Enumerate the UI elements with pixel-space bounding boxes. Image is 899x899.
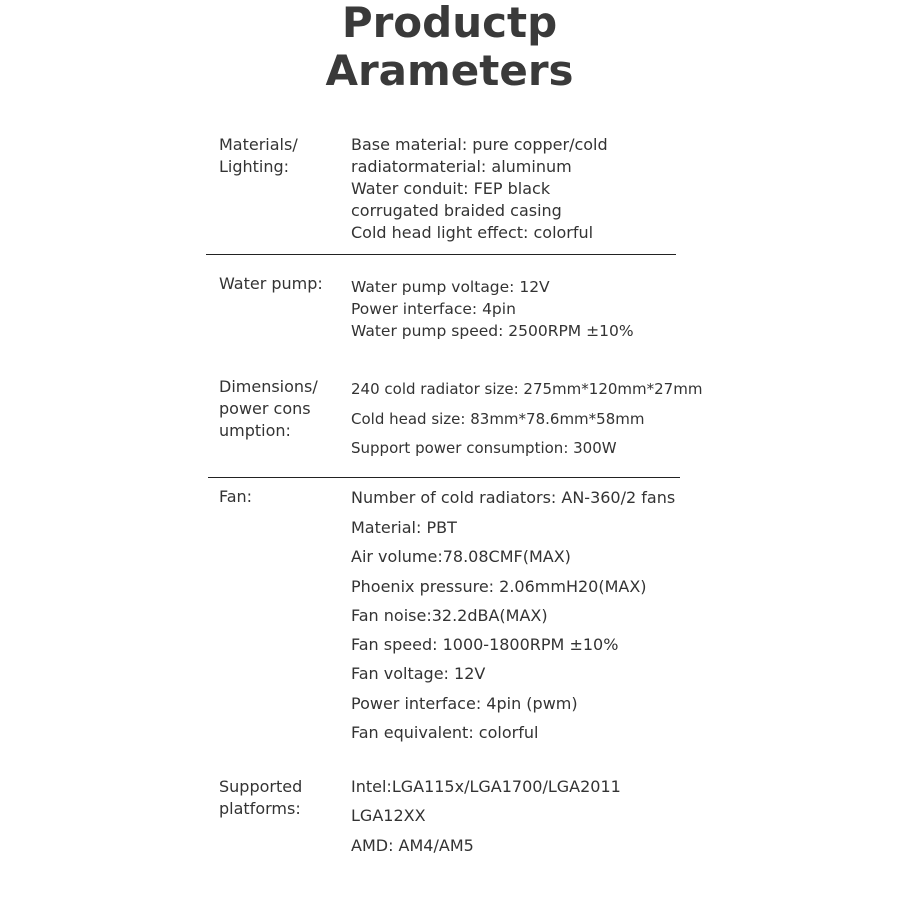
spec-line: Power interface: 4pin (pwm)	[351, 694, 578, 713]
spec-line: Fan speed: 1000-1800RPM ±10%	[351, 635, 619, 654]
section-divider	[206, 254, 676, 255]
water-pump-label: Water pump:	[219, 274, 323, 293]
dimensions-label: Dimensions/ power cons umption:	[219, 377, 318, 440]
title-line-1: Productp	[341, 0, 558, 47]
spec-line: 240 cold radiator size: 275mm*120mm*27mm	[351, 380, 703, 398]
platforms-label: Supported platforms:	[219, 777, 303, 818]
spec-line: Power interface: 4pin	[351, 300, 516, 318]
spec-line: Fan noise:32.2dBA(MAX)	[351, 606, 548, 625]
spec-line: Phoenix pressure: 2.06mmH20(MAX)	[351, 577, 647, 596]
spec-line: Water conduit: FEP black	[351, 179, 551, 198]
spec-line: Cold head size: 83mm*78.6mm*58mm	[351, 410, 645, 428]
spec-line: Number of cold radiators: AN-360/2 fans	[351, 488, 676, 507]
title-line-2: Arameters	[325, 46, 574, 95]
section-divider	[208, 477, 680, 478]
spec-line: Cold head light effect: colorful	[351, 223, 594, 242]
spec-line: Intel:LGA115x/LGA1700/LGA2011	[351, 777, 621, 796]
materials-label: Materials/ Lighting:	[219, 135, 298, 176]
spec-line: Fan voltage: 12V	[351, 664, 486, 683]
spec-line: corrugated braided casing	[351, 201, 562, 220]
spec-line: Air volume:78.08CMF(MAX)	[351, 547, 571, 566]
spec-line: LGA12XX	[351, 806, 426, 825]
spec-line: radiatormaterial: aluminum	[351, 157, 572, 176]
spec-line: Support power consumption: 300W	[351, 439, 617, 457]
spec-line: Material: PBT	[351, 518, 457, 537]
spec-line: Water pump voltage: 12V	[351, 278, 550, 296]
spec-line: AMD: AM4/AM5	[351, 836, 474, 855]
spec-line: Water pump speed: 2500RPM ±10%	[351, 322, 634, 340]
spec-line: Fan equivalent: colorful	[351, 723, 539, 742]
fan-label: Fan:	[219, 487, 253, 506]
spec-line: Base material: pure copper/cold	[351, 135, 608, 154]
